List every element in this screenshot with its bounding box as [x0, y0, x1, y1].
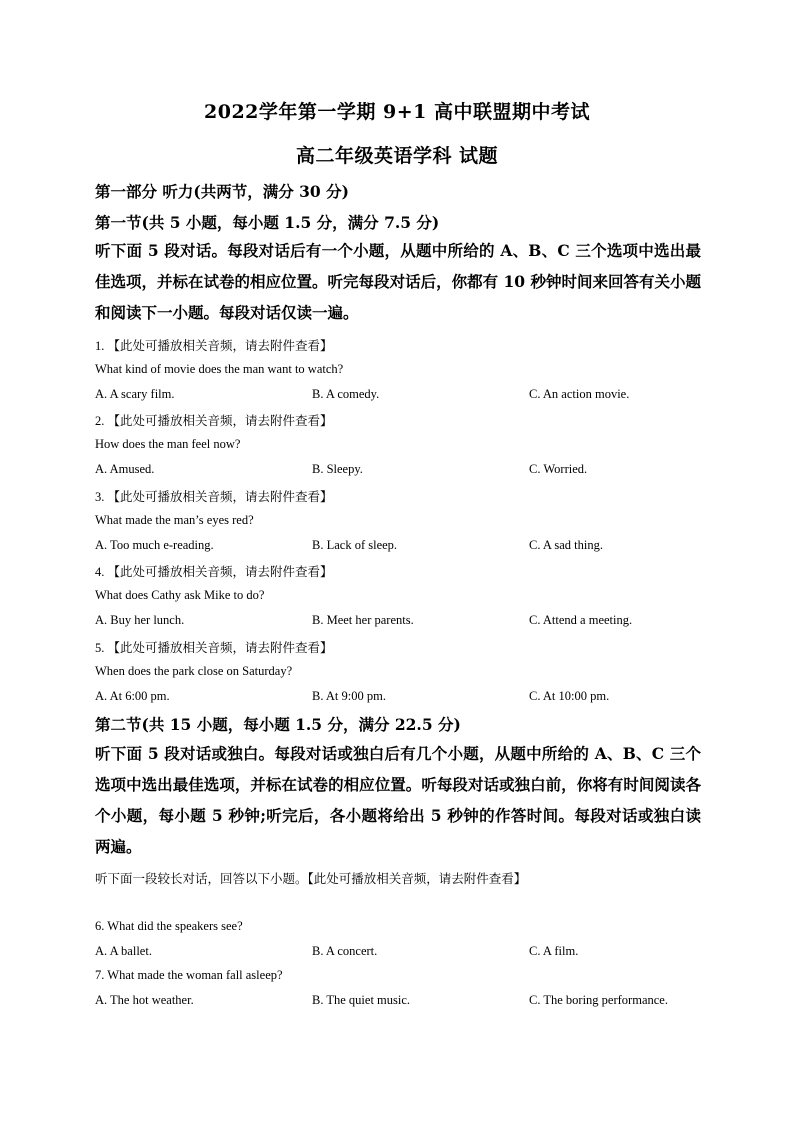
option-3a: A. Too much e-reading.: [95, 538, 214, 552]
question-1: What kind of movie does the man want to watch?: [95, 362, 344, 376]
option-4a: A. Buy her lunch.: [95, 613, 185, 627]
option-7c: C. The boring performance.: [529, 993, 668, 1007]
option-2a: A. Amused.: [95, 462, 155, 476]
section1-heading: 第一节(共 5 小题，每小题 1.5 分，满分 7.5 分): [95, 213, 440, 232]
option-5c: C. At 10:00 pm.: [529, 689, 610, 703]
option-4c: C. Attend a meeting.: [529, 613, 633, 627]
option-3c: C. A sad thing.: [529, 538, 603, 552]
audio-note-4: 4. 【此处可播放相关音频，请去附件查看】: [95, 565, 333, 579]
section2-instructions: 听下面 5 段对话或独白。每段对话或独白后有几个小题，从题中所给的 A、B、C 三个选项中选出最佳选项，并标在试卷的相应位置。听每段对话或独白前，你将有时间阅读各个小题，每小题 5 秒钟;听完后，各小题将给出 5 秒钟的作答时间。每段对话或独白读两遍。: [95, 744, 701, 856]
exam-subtitle: 高二年级英语学科 试题: [295, 145, 499, 167]
audio-note-3: 3. 【此处可播放相关音频，请去附件查看】: [95, 490, 333, 504]
section2-heading: 第二节(共 15 小题，每小题 1.5 分，满分 22.5 分): [95, 715, 461, 734]
option-2c: C. Worried.: [529, 462, 588, 476]
option-5b: B. At 9:00 pm.: [312, 689, 386, 703]
option-7a: A. The hot weather.: [95, 993, 194, 1007]
option-4b: B. Meet her parents.: [312, 613, 414, 627]
option-1c: C. An action movie.: [529, 387, 630, 401]
question-2: How does the man feel now?: [95, 437, 241, 451]
question-5: When does the park close on Saturday?: [95, 664, 293, 678]
option-1a: A. A scary film.: [95, 387, 175, 401]
option-2b: B. Sleepy.: [312, 462, 363, 476]
audio-note-1: 1. 【此处可播放相关音频，请去附件查看】: [95, 339, 333, 353]
question-4: What does Cathy ask Mike to do?: [95, 588, 265, 602]
section1-instructions: 听下面 5 段对话。每段对话后有一个小题，从题中所给的 A、B、C 三个选项中选出最佳选项，并标在试卷的相应位置。听完每段对话后，你都有 10 秒钟时间来回答有关小题和阅读下一小题。每段对话仅读一遍。: [95, 241, 701, 322]
question-6: 6. What did the speakers see?: [95, 919, 243, 933]
option-5a: A. At 6:00 pm.: [95, 689, 170, 703]
option-6a: A. A ballet.: [95, 944, 152, 958]
option-6c: C. A film.: [529, 944, 579, 958]
audio-note-2: 2. 【此处可播放相关音频，请去附件查看】: [95, 414, 333, 428]
option-3b: B. Lack of sleep.: [312, 538, 398, 552]
option-6b: B. A concert.: [312, 944, 378, 958]
audio-note-5: 5. 【此处可播放相关音频，请去附件查看】: [95, 641, 333, 655]
part1-heading: 第一部分 听力(共两节，满分 30 分): [95, 182, 349, 201]
exam-title: 2022学年第一学期 9+1 高中联盟期中考试: [204, 101, 590, 123]
section2-intro: 听下面一段较长对话，回答以下小题。【此处可播放相关音频，请去附件查看】: [95, 872, 527, 886]
option-1b: B. A comedy.: [312, 387, 380, 401]
question-7: 7. What made the woman fall asleep?: [95, 968, 283, 982]
option-7b: B. The quiet music.: [312, 993, 411, 1007]
question-3: What made the man’s eyes red?: [95, 513, 254, 527]
